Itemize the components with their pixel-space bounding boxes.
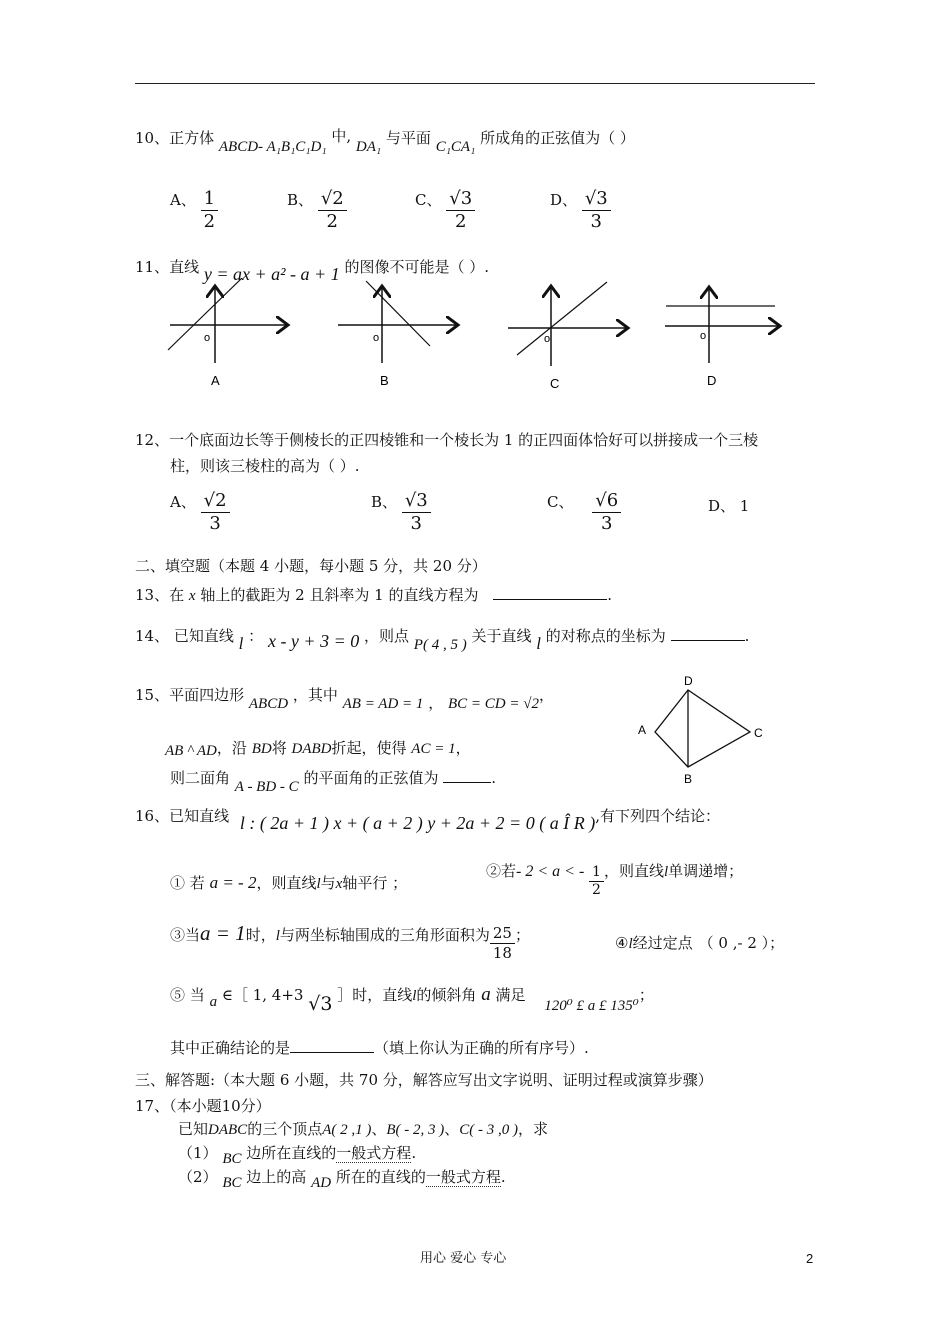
statement-2 xyxy=(486,861,744,899)
question-10 xyxy=(135,127,635,155)
dihedral-angle: A - BD - C xyxy=(234,779,299,795)
option-label: C、 xyxy=(415,190,442,209)
line-name: l xyxy=(412,988,417,1004)
question-text: . xyxy=(500,1168,506,1186)
fraction xyxy=(201,188,218,233)
question-text: 16、已知直线 xyxy=(135,807,230,825)
question-15-line2 xyxy=(165,738,471,759)
vertex-label-c: C xyxy=(754,726,763,740)
question-text: 所在的直线的 xyxy=(335,1168,426,1186)
denominator: 2 xyxy=(326,211,338,232)
q12-option-c xyxy=(547,490,621,535)
origin-label: o xyxy=(544,333,551,345)
variable: a xyxy=(209,994,218,1010)
numerator: √3 xyxy=(402,490,431,513)
question-text: 则二面角 xyxy=(170,769,231,787)
question-text: 中, xyxy=(331,127,352,145)
question-13 xyxy=(135,585,612,606)
q12-option-d: D、 1 xyxy=(708,497,750,515)
question-text: 边所在直线的 xyxy=(246,1144,337,1162)
question-text: 的对称点的坐标为 xyxy=(545,627,666,645)
answer-blank[interactable] xyxy=(493,585,607,600)
question-text: （填上你认为正确的所有序号）. xyxy=(374,1039,589,1057)
segment: BC xyxy=(222,1175,242,1191)
question-text: 将 xyxy=(271,739,287,757)
numerator: √6 xyxy=(592,490,621,513)
point: B( - 2, 3 ) xyxy=(386,1122,445,1138)
statement-text: ，则直线 xyxy=(256,874,317,892)
question-text: ，其中 xyxy=(292,686,338,704)
point: A( 2 ,1 ) xyxy=(322,1122,372,1138)
variable: x xyxy=(335,876,343,892)
statement-text: ； xyxy=(638,986,654,1004)
fraction xyxy=(402,490,431,535)
question-text: 的三个顶点 xyxy=(247,1120,323,1138)
inequality: 120⁰ £ a £ 135⁰ xyxy=(544,998,639,1014)
question-17-heading: 17、（本小题10分） xyxy=(135,1097,271,1115)
origin-label: o xyxy=(700,330,707,342)
question-text: 与平面 xyxy=(385,129,431,147)
q10-option-d xyxy=(550,188,611,233)
question-text: ，求 xyxy=(518,1120,549,1138)
question-text: 、 xyxy=(444,1120,460,1138)
graph-a xyxy=(168,278,288,388)
segment: AD xyxy=(311,1175,332,1191)
fraction xyxy=(582,188,611,233)
question-17-part2 xyxy=(178,1167,506,1191)
denominator: 3 xyxy=(209,513,221,534)
option-label: B、 xyxy=(287,190,314,209)
denominator: 2 xyxy=(455,211,467,232)
denominator: 3 xyxy=(410,513,422,534)
question-15-line3 xyxy=(170,768,497,795)
question-text: 14、 已知直线 xyxy=(135,627,234,645)
question-text: 所成角的正弦值为（ ） xyxy=(480,129,635,147)
question-number: 11、 xyxy=(135,258,170,276)
statement-1 xyxy=(170,873,407,894)
line-name: l xyxy=(238,634,244,653)
statement-text: ① 若 xyxy=(170,874,205,892)
equation: BC = CD = √2 xyxy=(448,696,539,712)
underlined-term: 一般式方程 xyxy=(336,1144,412,1162)
statement-text: ②若 xyxy=(486,861,517,880)
part-number: （2） xyxy=(178,1168,218,1186)
triangle: DABD xyxy=(291,741,332,757)
part-number: （1） xyxy=(178,1144,218,1162)
triangle: DABC xyxy=(208,1122,248,1138)
numerator: 25 xyxy=(490,924,515,944)
origin-label: o xyxy=(373,332,380,344)
q10-option-b xyxy=(287,188,347,233)
numerator: √3 xyxy=(582,188,611,211)
section-3-heading: 三、解答题:（本大题 6 小题，共 70 分，解答应写出文字说明、证明过程或演算步骤） xyxy=(135,1071,713,1089)
option-label: C、 xyxy=(547,492,574,511)
question-text: 轴上的截距为 2 且斜率为 1 的直线方程为 xyxy=(200,586,479,604)
graph-c xyxy=(508,282,628,391)
question-text: . xyxy=(411,1144,417,1162)
numerator: 1 xyxy=(201,188,218,211)
graph-line xyxy=(517,282,607,355)
fraction xyxy=(592,490,621,535)
equation: x - y + 3 = 0 xyxy=(267,631,360,651)
equation: a = 1 xyxy=(200,920,246,945)
statement-text: 与 xyxy=(320,874,336,892)
statement-text: ④ xyxy=(615,934,629,952)
graph-b xyxy=(338,281,458,388)
segment: BD xyxy=(251,741,272,757)
denominator: 2 xyxy=(203,211,216,232)
equation: AB = AD = 1 xyxy=(342,696,424,712)
question-text: 13、在 xyxy=(135,586,185,604)
question-12-line1: 12、一个底面边长等于侧棱长的正四棱锥和一个棱长为 1 的正四面体恰好可以拼接成一个三棱 xyxy=(135,431,759,449)
quadrilateral xyxy=(655,690,750,767)
vertex-label-d: D xyxy=(684,674,693,688)
statement-4 xyxy=(615,933,784,954)
numerator: √2 xyxy=(201,490,230,513)
inequality: - 2 < a < - xyxy=(516,862,585,880)
q12-option-a xyxy=(170,490,230,535)
point: C( - 3 ,0 ) xyxy=(459,1122,519,1138)
question-text: 的图像不可能是（ ）. xyxy=(344,258,490,276)
statement-text: 与两坐标轴围成的三角形面积为 xyxy=(279,925,490,944)
equation: AC = 1 xyxy=(411,741,456,757)
statement-5 xyxy=(170,984,654,1015)
denominator: 3 xyxy=(590,211,602,232)
plane-name: C₁CA₁ xyxy=(435,139,476,155)
statement-text: ⑤ 当 xyxy=(170,986,205,1004)
question-17-line1 xyxy=(178,1119,548,1140)
answer-blank[interactable] xyxy=(290,1038,374,1053)
question-text: ， xyxy=(538,686,554,704)
numerator: √2 xyxy=(318,188,347,211)
question-text: 、 xyxy=(371,1120,387,1138)
line-name: l xyxy=(536,634,542,653)
fraction xyxy=(201,490,230,535)
fraction xyxy=(490,924,515,963)
line-name: l xyxy=(663,863,669,880)
equation: l : ( 2a + 1 ) x + ( a + 2 ) y + 2a + 2 = 0 ( a Î R ) xyxy=(239,813,596,833)
page-number: 2 xyxy=(806,1251,814,1266)
question-12-line2: 柱，则该三棱柱的高为（ ）. xyxy=(170,457,360,475)
graph-d xyxy=(665,287,780,388)
statement-text: ③当 xyxy=(170,925,201,944)
sqrt: √3 xyxy=(308,993,333,1015)
graph-label: A xyxy=(211,373,220,388)
question-11 xyxy=(135,256,490,284)
vertex-label-a: A xyxy=(638,723,647,737)
statement-text: ； xyxy=(514,925,530,944)
question-text: ： xyxy=(248,627,264,645)
fraction xyxy=(446,188,475,233)
question-text: ,有下列四个结论： xyxy=(595,807,720,825)
statement-text: 时， xyxy=(245,925,276,944)
q15-figure xyxy=(630,670,770,790)
option-label: A、 xyxy=(170,190,196,209)
answer-blank[interactable] xyxy=(443,768,491,783)
statement-text: 单调递增； xyxy=(668,861,744,880)
q12-option-b xyxy=(371,490,431,535)
q10-option-a xyxy=(170,188,218,233)
statement-text: 的倾斜角 xyxy=(416,986,477,1004)
variable: x xyxy=(188,588,196,604)
equation: AB ^ AD xyxy=(165,743,217,759)
statement-text: 经过定点 xyxy=(632,934,693,952)
question-text: 正方体 xyxy=(169,129,215,147)
interval: ∈［ 1, 4+3 xyxy=(221,986,304,1004)
q16-answer-line xyxy=(170,1038,589,1058)
question-text: ，则点 xyxy=(364,627,410,645)
question-text: 其中正确结论的是 xyxy=(170,1039,291,1057)
option-label: B、 xyxy=(371,492,398,511)
statement-text: ］时，直线 xyxy=(337,986,413,1004)
question-14 xyxy=(135,625,750,653)
fixed-point: （ 0 ,- 2 ）； xyxy=(698,934,785,952)
question-text: . xyxy=(491,769,497,787)
header-rule xyxy=(135,83,815,84)
equation: a = - 2 xyxy=(209,873,257,892)
question-text: . xyxy=(607,586,613,604)
statement-text: ，则直线 xyxy=(603,861,664,880)
question-16 xyxy=(135,805,720,833)
question-17-part1 xyxy=(178,1143,417,1167)
denominator: 3 xyxy=(601,513,613,534)
q10-option-c xyxy=(415,188,475,233)
section-2-heading: 二、填空题（本题 4 小题，每小题 5 分，共 20 分） xyxy=(135,557,487,575)
statement-text: 满足 xyxy=(495,986,526,1004)
graph-label: C xyxy=(550,376,560,391)
question-text: ， xyxy=(428,694,444,712)
denominator: 2 xyxy=(592,882,601,898)
line-name: l xyxy=(275,927,280,944)
question-text: 关于直线 xyxy=(471,627,532,645)
underlined-term: 一般式方程 xyxy=(425,1168,501,1186)
numerator: √3 xyxy=(446,188,475,211)
denominator: 18 xyxy=(492,944,512,962)
statement-3 xyxy=(170,920,530,963)
option-label: D、 xyxy=(550,190,578,209)
angle-symbol: a xyxy=(481,984,491,1005)
origin-label: o xyxy=(204,332,211,344)
question-number: 10、 xyxy=(135,129,170,147)
question-text: ， xyxy=(455,739,471,757)
cube-name: ABCD- A₁B₁C₁D₁ xyxy=(218,139,327,155)
point: P( 4 , 5 ) xyxy=(413,637,467,653)
q11-graphs xyxy=(160,278,800,393)
line-name: DA₁ xyxy=(355,139,382,155)
graph-label: D xyxy=(707,373,717,388)
equation: y = ax + a² - a + 1 xyxy=(203,264,340,284)
graph-label: B xyxy=(380,373,389,388)
numerator: 1 xyxy=(589,864,604,882)
fraction xyxy=(318,188,347,233)
question-text: 15、平面四边形 xyxy=(135,686,245,704)
footer-slogan: 用心 爱心 专心 xyxy=(420,1251,507,1266)
question-text: 边上的高 xyxy=(246,1168,307,1186)
question-text: 已知 xyxy=(178,1120,209,1138)
question-text: 直线 xyxy=(169,258,200,276)
question-15-line1 xyxy=(135,685,554,712)
option-label: A、 xyxy=(170,492,196,511)
question-text: . xyxy=(744,627,750,645)
fraction xyxy=(589,864,604,899)
segment: BC xyxy=(222,1151,242,1167)
statement-text: 轴平行 ； xyxy=(342,874,408,892)
line-name: l xyxy=(316,876,321,892)
question-text: ，沿 xyxy=(216,739,247,757)
answer-blank[interactable] xyxy=(671,626,745,641)
question-text: 的平面角的正弦值为 xyxy=(303,769,439,787)
vertex-label-b: B xyxy=(684,772,693,786)
line-name: l xyxy=(628,936,633,952)
quad-name: ABCD xyxy=(248,696,289,712)
question-text: 折起，使得 xyxy=(331,739,407,757)
